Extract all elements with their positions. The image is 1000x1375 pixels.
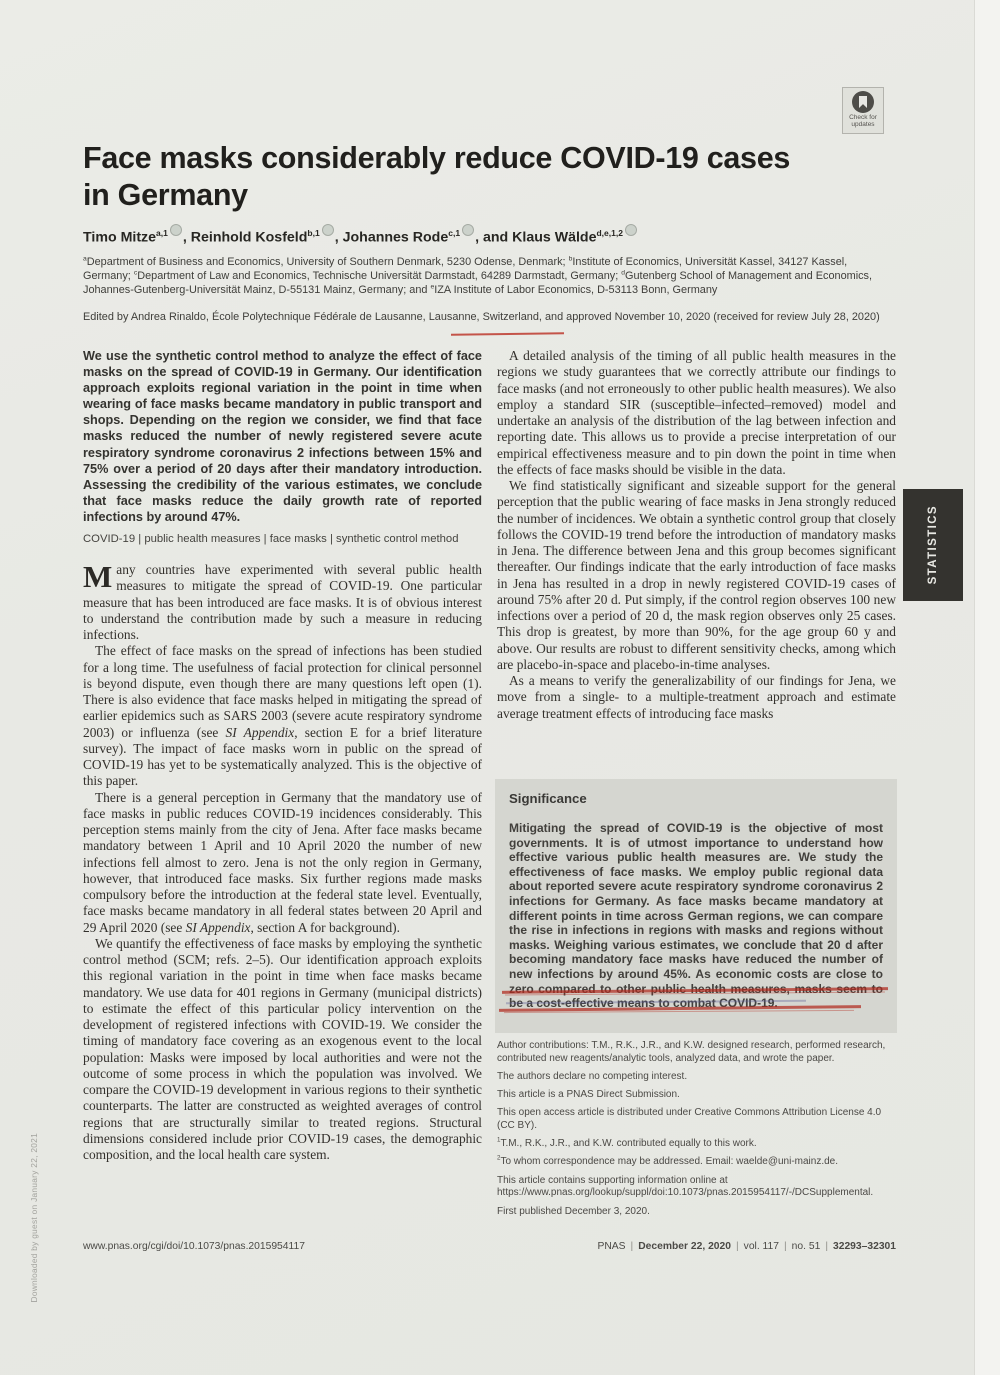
author-affil-marks: d,e,1,2 (596, 228, 623, 238)
footer-pages: 32293–32301 (833, 1241, 896, 1252)
title-line-2: in Germany (83, 178, 248, 212)
intro-paragraph-2: The effect of face masks on the spread of infections has been studied for a long time. The usefulness of facial protection for clinical personnel is beyond dispute, even though there are many questions left open (1). There is also evidence that face masks helped in mitigating the spread of earlier epidemics such as SARS 2003 (severe acute respiratory syndrome 2003) or influenza (see SI Appendix, section E for a brief literature survey). The impact of face masks worn in public on the spread of COVID-19 has yet to be systematically analyzed. This is the objective of this paper. (83, 643, 483, 789)
footer-journal: PNAS (597, 1241, 626, 1252)
bookmark-icon (859, 96, 867, 108)
footnote-supporting-info: This article contains supporting information online at https://www.pnas.org/lookup/suppl/doi:10.1073/pnas.2015954117/-/DCSupplemental. (497, 1174, 874, 1199)
footnote-equal-contribution: $^1$T.M., R.K., J.R., and K.W. contributed equally to this work. (497, 1136, 757, 1150)
author-name: Reinhold Kosfeld (190, 229, 308, 246)
orcid-icon[interactable] (170, 224, 182, 236)
abstract: We use the synthetic control method to analyze the effect of face masks on the spread of COVID-19 in Germany. Our identification approach exploits regional variation in the point in time when wearing of face masks became mandatory in public transport and shops. Depending on the region we consider, we find that face masks reduced the number of newly registered severe acute respiratory syndrome coronavirus 2 infections between 15% and 75% over a period of 20 days after their mandatory introduction. Assessing the credibility of the various estimates, we conclude that face masks reduce the daily growth rate of reported infections by around 47%. (83, 349, 482, 524)
intro-paragraph-3: There is a general perception in Germany that the mandatory use of face masks in public reduces COVID-19 incidences considerably. This perception stems mainly from the city of Jena. After face masks became mandatory between 1 April and 10 April 2020 the number of new infections fell almost to zero. Jena is not the only region in Germany, however, that introduced face masks. Six further regions made masks compulsory before the introduction at the federal state level. Eventually, face masks became mandatory in all federal states between 20 April and 29 April 2020 (see SI Appendix, section A for background). (83, 789, 482, 935)
check-for-updates-label: Check for updates (849, 114, 877, 128)
affiliations: $^a$Department of Business and Economics, University of Southern Denmark, 5230 Odense, Denmark; $^b$Institute of Economics, Universität Kassel, 34127 Kassel, Germany; $^c$Department of Law and Economics, Technische Universität Darmstadt, 64289 Darmstadt, Germany; $^d$Gutenberg School of Management and Economics, Johannes-Gutenberg-Universität Mainz, D-55131 Mainz, Germany; and $^e$IZA Institute of Labor Economics, D-53113 Bonn, Germany (83, 255, 873, 296)
author-name: Timo Mitze (83, 229, 157, 246)
downloaded-note: Downloaded by guest on January 22, 2021 (29, 1133, 39, 1303)
footer-citation (497, 1241, 896, 1252)
significance-title: Significance (509, 791, 587, 806)
significance-body: Mitigating the spread of COVID-19 is the objective of most governments. It is of utmost importance to understand how effective various public health measures are. We study the effectiveness of face masks. We employ public regional data about reported severe acute respiratory syndrome coronavirus 2 infections for Germany. As face masks became mandatory at different points in time across German regions, we can compare the rise in infections in regions with masks and regions without masks. Weighing various estimates, we conclude that 20 d after becoming mandatory face masks have reduced the number of new infections by around 45%. As economic costs are close to zero compared to other public health measures, masks seem to be a cost-effective means to combat COVID-19. (509, 821, 883, 1011)
section-tab-label: STATISTICS (927, 505, 939, 585)
orcid-icon[interactable] (462, 224, 474, 236)
author-affil-marks: c,1 (448, 228, 461, 238)
author-separator: , (182, 229, 191, 246)
left-column (83, 559, 483, 1163)
footer-separator: | (630, 1241, 634, 1252)
footnote-license: This open access article is distributed under Creative Commons Attribution License 4.0 (CC BY). (497, 1107, 882, 1132)
check-for-updates-badge[interactable] (842, 87, 884, 134)
section-tab-statistics (903, 489, 963, 601)
footer-separator: | (735, 1241, 739, 1252)
right-paragraph-1: A detailed analysis of the timing of all public health measures in the regions we study guarantees that we correctly attribute our findings to face masks (and not erroneously to other public health measures). We also employ a standard SIR (susceptible–infected–removed) model and undertake an analysis of the distribution of the lag between infection and reporting date. This allows us to provide a precise interpretation of our empirical effectiveness measure and to pin down the point in time when the effects of face masks should be visible in the data. (497, 348, 896, 477)
footnotes-block (497, 1040, 898, 1224)
scan-edge (974, 0, 1000, 1375)
edited-by-line: Edited by Andrea Rinaldo, École Polytechnique Fédérale de Lausanne, Lausanne, Switzerland, and approved November 10, 2020 (received for review July 28, 2020) (83, 311, 880, 323)
title-line-1: Face masks considerably reduce COVID-19 cases (83, 141, 791, 175)
drop-cap: M (83, 559, 113, 594)
footer-volume: vol. 117 (743, 1241, 779, 1252)
footer-issue: no. 51 (791, 1241, 821, 1252)
author-affil-marks: b,1 (307, 228, 320, 238)
footnote-first-published: First published December 3, 2020. (497, 1205, 650, 1217)
keywords-line: COVID-19 | public health measures | face masks | synthetic control method (83, 533, 459, 545)
author-name: Klaus Wälde (512, 229, 597, 246)
footer-separator: | (825, 1241, 828, 1252)
author-name: Johannes Rode (342, 229, 449, 246)
author-affil-marks: a,1 (156, 228, 168, 238)
right-paragraph-3: As a means to verify the generalizability of our findings for Jena, we move from a single- to a multiple-treatment approach and estimate average treatment effects of introducing face masks (497, 673, 896, 721)
crossmark-icon (852, 91, 874, 113)
footnote-correspondence: $^2$To whom correspondence may be addressed. Email: waelde@uni-mainz.de. (497, 1155, 838, 1168)
footer-separator: | (783, 1241, 787, 1252)
footnote-competing-interest: The authors declare no competing interest. (497, 1070, 688, 1082)
footnote-direct-submission: This article is a PNAS Direct Submission. (497, 1089, 680, 1101)
author-separator: , (334, 229, 343, 246)
red-underline-edited-date (451, 332, 564, 335)
footnote-author-contributions: Author contributions: T.M., R.K., J.R., and K.W. designed research, performed research, contributed new reagents/analytic tools, analyzed data, and wrote the paper. (497, 1040, 886, 1064)
right-paragraph-2: We find statistically significant and sizeable support for the general perception that the public wearing of face masks in Jena strongly reduced the number of incidences. We obtain a synthetic control group that closely follows the COVID-19 trend before the introduction of mandatory masks in Jena. The difference between Jena and this group becomes significant thereafter. Our findings indicate that the early introduction of face masks in Jena has resulted in a drop in newly registered COVID-19 cases of around 75% after 20 d. Put simply, if the control region observes 100 new infections over a period of 20 d, the mask region observes only 25 cases. This drop is greatest, by more than 90%, for the age group 60 y and above. Our results are robust to different sensitivity checks, among which are placebo-in-space and placebo-in-time analyses. (497, 478, 896, 672)
intro-paragraph-4: We quantify the effectiveness of face masks by employing the synthetic control method (SCM; refs. 2–5). Our identification approach exploits this regional variation in the point in time when face masks became mandatory. We use data for 401 regions in Germany (municipal districts) to estimate the effect of this particular policy intervention on the development of registered infections with COVID-19. We consider the timing of mandatory face covering as an exogenous event to the local population: Masks were imposed by local authorities and were not the outcome of some process in which the population was involved. We compare the COVID-19 development in various regions to their synthetic counterparts. The latter are constructed as weighted averages of control regions that are structurally similar to treated regions. Structural dimensions considered include prior COVID-19 cases, the demographic composition, and the local health care system. (83, 935, 482, 1162)
authors-line (83, 224, 883, 246)
right-column (497, 348, 896, 722)
orcid-icon[interactable] (625, 224, 637, 236)
footer-doi-url: www.pnas.org/cgi/doi/10.1073/pnas.2015954117 (83, 1241, 305, 1252)
author-separator: , and (475, 229, 513, 246)
footer-date: December 22, 2020 (638, 1241, 731, 1252)
page-title (83, 140, 873, 214)
orcid-icon[interactable] (322, 224, 334, 236)
intro-paragraph-1: Many countries have experimented with several public health measures to mitigate the spread of COVID-19. One particular measure that has been introduced are face masks. It is of obvious interest to understand the contribution made by such a measure in reducing infections. (83, 559, 482, 642)
